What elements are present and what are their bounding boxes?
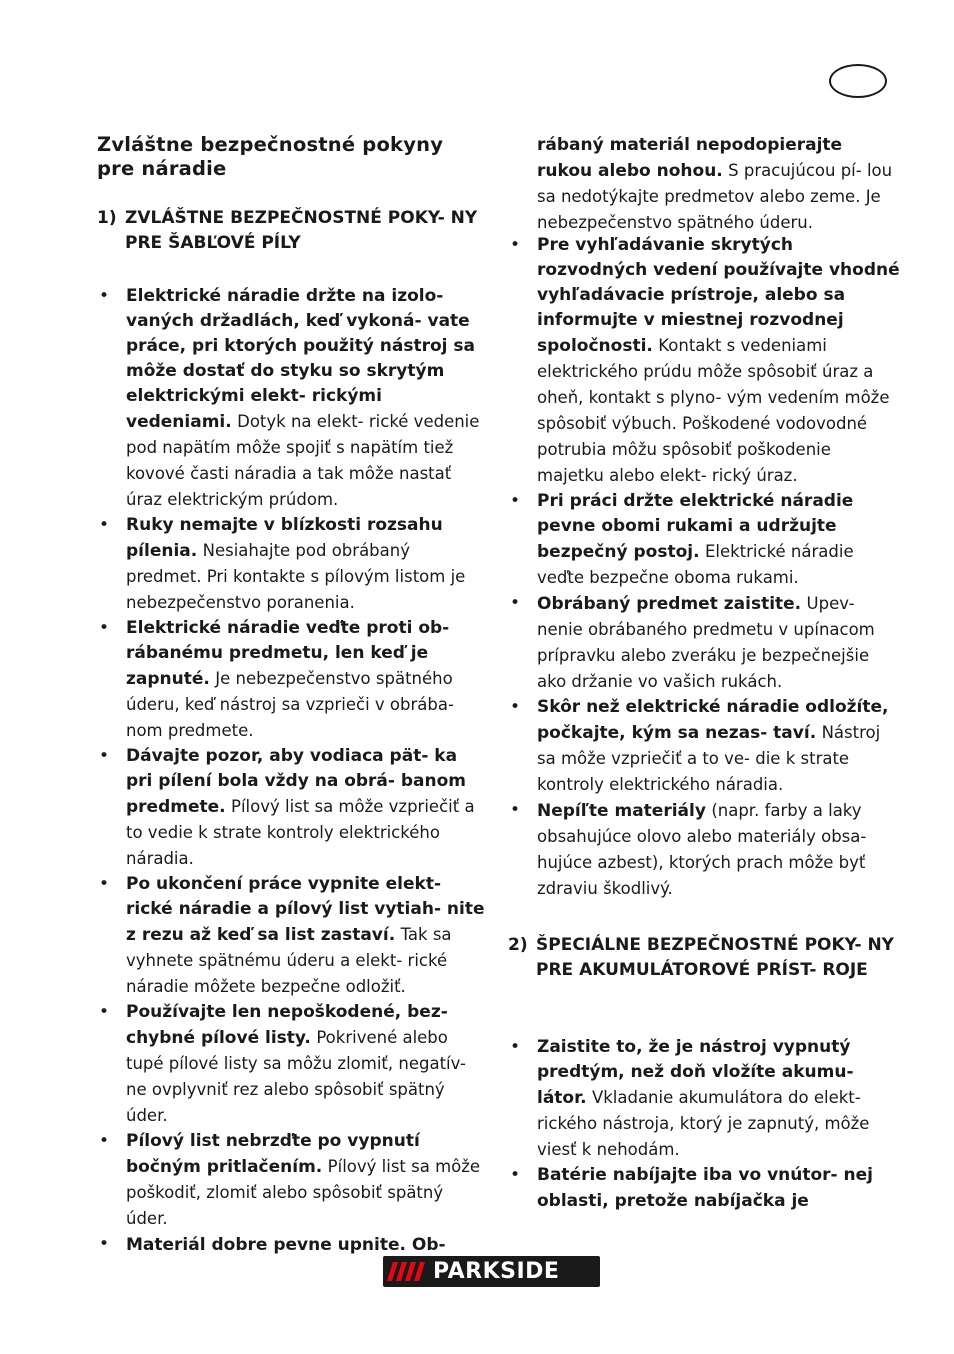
item-bold-text: Elektrické náradie držte na izolo- vaných držadlách, keď vykoná- vate práce, pri ktorých použitý nástroj sa môže dostať do styku so skrytým elektrickými elekt- rickými vedeniami. — [126, 286, 475, 432]
item-normal-text: S pracujúcou pí- lou sa nedotýkajte predmetov alebo zeme. Je nebezpečenstvo spätného úderu. — [537, 161, 893, 232]
item-bold-text: Nepíľte materiály — [537, 801, 706, 821]
bullet: • — [510, 235, 521, 255]
list-item — [97, 513, 487, 616]
item-bold-text: Pri práci držte elektrické náradie pevne obomi rukami a udržujte bezpečný postoj. — [537, 491, 854, 562]
item-normal-text: Vkladanie akumulátora do elekt- rického nástroja, ktorý je zapnutý, môže viesť k nehodám. — [537, 1088, 870, 1159]
list-item — [508, 591, 900, 695]
continued-item — [537, 133, 900, 236]
item-normal-text: Nesiahajte pod obrábaný predmet. Pri kontakte s pílovým listom je nebezpečenstvo poranenia. — [126, 541, 466, 612]
list-item — [508, 798, 900, 902]
logo-stripes-icon — [383, 1256, 431, 1287]
bullet: • — [99, 515, 110, 535]
item-bold-text: Dávajte pozor, aby vodiaca pät- ka pri pílení bola vždy na obrá- banom predmete. — [126, 746, 467, 817]
section-1-title: ZVLÁŠTNE BEZPEČNOSTNÉ POKY- NY PRE ŠABĽOVÉ PÍLY — [125, 208, 478, 253]
bullet: • — [510, 697, 521, 717]
item-normal-text: Dotyk na elekt- rické vedenie pod napätím môže spojiť s napätím tiež kovové časti náradia a tak môže nastať úraz elektrickým prúdom. — [126, 412, 480, 509]
bullet: • — [510, 800, 521, 820]
right-bullet-list-2 — [508, 1035, 900, 1214]
right-bullet-list — [508, 233, 900, 902]
list-item — [97, 1129, 487, 1232]
bullet: • — [99, 746, 110, 766]
section-1-number: 1) — [97, 208, 117, 228]
list-item — [97, 284, 487, 513]
section-2-title: ŠPECIÁLNE BEZPEČNOSTNÉ POKY- NY PRE AKUMULÁTOROVÉ PRÍST- ROJE — [536, 935, 894, 980]
item-bold-text: Materiál dobre pevne upnite. Ob- — [126, 1235, 446, 1255]
item-normal-text: Pílový list sa môže poškodiť, zlomiť alebo spôsobiť spätný úder. — [126, 1157, 481, 1228]
list-item — [508, 489, 900, 591]
item-bold-text: Používajte len nepoškodené, bez- chybné pílové listy. — [126, 1002, 448, 1048]
bullet: • — [99, 874, 110, 894]
item-bold-text: Skôr než elektrické náradie odložíte, počkajte, kým sa nezas- taví. — [537, 697, 889, 743]
bullet: • — [510, 491, 521, 511]
bullet: • — [510, 1165, 521, 1185]
section-2-number: 2) — [508, 935, 528, 955]
item-bold-text: Pílový list nebrzďte po vypnutí bočným pritlačením. — [126, 1131, 420, 1177]
bullet: • — [510, 1037, 521, 1057]
item-normal-text: Je nebezpečenstvo spätného úderu, keď nástroj sa vzprieči v obrába- nom predmete. — [126, 669, 454, 740]
section-1-heading — [97, 206, 489, 256]
list-item — [508, 233, 900, 489]
item-bold-text: Pre vyhľadávanie skrytých rozvodných vedení používajte vhodné vyhľadávacie prístroje, alebo sa informujte v miestnej rozvodnej spoločnosti. — [537, 235, 900, 356]
section-2-heading — [508, 933, 900, 983]
item-normal-text: Nástroj sa môže vzpriečiť a to ve- die k strate kontroly elektrického náradia. — [537, 723, 881, 794]
item-normal-text: Elektrické náradie veďte bezpečne oboma rukami. — [537, 542, 854, 587]
bullet: • — [99, 1131, 110, 1151]
bullet: • — [99, 618, 110, 638]
item-bold-text: rábaný materiál nepodopierajte rukou alebo nohou. — [537, 135, 843, 181]
bullet: • — [99, 286, 110, 306]
list-item — [97, 616, 487, 744]
bullet: • — [99, 1002, 110, 1022]
parkside-logo — [383, 1256, 600, 1287]
list-item — [97, 872, 487, 1000]
logo-text: PARKSIDE — [433, 1259, 560, 1284]
item-bold-text: Batérie nabíjajte iba vo vnútor- nej oblasti, pretože nabíjačka je — [537, 1165, 873, 1211]
list-item — [97, 744, 487, 872]
list-item — [97, 1000, 487, 1129]
bullet: • — [510, 593, 521, 613]
list-item — [97, 1232, 487, 1258]
list-item — [508, 695, 900, 798]
list-item — [508, 1163, 900, 1214]
item-normal-text: Upev- nenie obrábaného predmetu v upínacom prípravku alebo zveráku je bezpečnejšie ako držanie vo vašich rukách. — [537, 594, 875, 691]
item-normal-text: Pílový list sa môže vzpriečiť a to vedie k strate kontroly elektrického náradia. — [126, 797, 475, 868]
item-bold-text: Po ukončení práce vypnite elekt- rické náradie a pílový list vytiah- nite z rezu až keď sa list zastaví. — [126, 874, 485, 945]
item-bold-text: Elektrické náradie veďte proti ob- rábanému predmetu, len keď je zapnuté. — [126, 618, 450, 689]
item-bold-text: Zaistite to, že je nástroj vypnutý predtým, než doň vložíte akumu- látor. — [537, 1037, 854, 1108]
item-bold-text: Obrábaný predmet zaistite. — [537, 594, 802, 614]
page-heading: Zvláštne bezpečnostné pokyny pre náradie — [97, 133, 444, 180]
item-normal-text: Kontakt s vedeniami elektrického prúdu môže spôsobiť úraz a oheň, kontakt s plyno- vým vedením môže spôsobiť výbuch. Poškodené vodovodné potrubia môžu spôsobiť poškodenie majetku alebo elekt- rický úraz. — [537, 336, 890, 485]
list-item — [508, 1035, 900, 1163]
item-bold-text: Ruky nemajte v blízkosti rozsahu pílenia. — [126, 515, 443, 561]
bullet: • — [99, 1234, 110, 1254]
language-badge — [829, 64, 887, 98]
item-normal-text: Pokrivené alebo tupé pílové listy sa môžu zlomiť, negatív- ne ovplyvniť rez alebo spôsobiť spätný úder. — [126, 1028, 466, 1125]
item-normal-text: (napr. farby a laky obsahujúce olovo alebo materiály obsa- hujúce azbest), ktorých prach môže byť zdraviu škodlivý. — [537, 801, 867, 898]
left-bullet-list — [97, 284, 487, 1258]
item-normal-text: Tak sa vyhnete spätnému úderu a elekt- rické náradie môžete bezpečne odložiť. — [126, 925, 452, 996]
